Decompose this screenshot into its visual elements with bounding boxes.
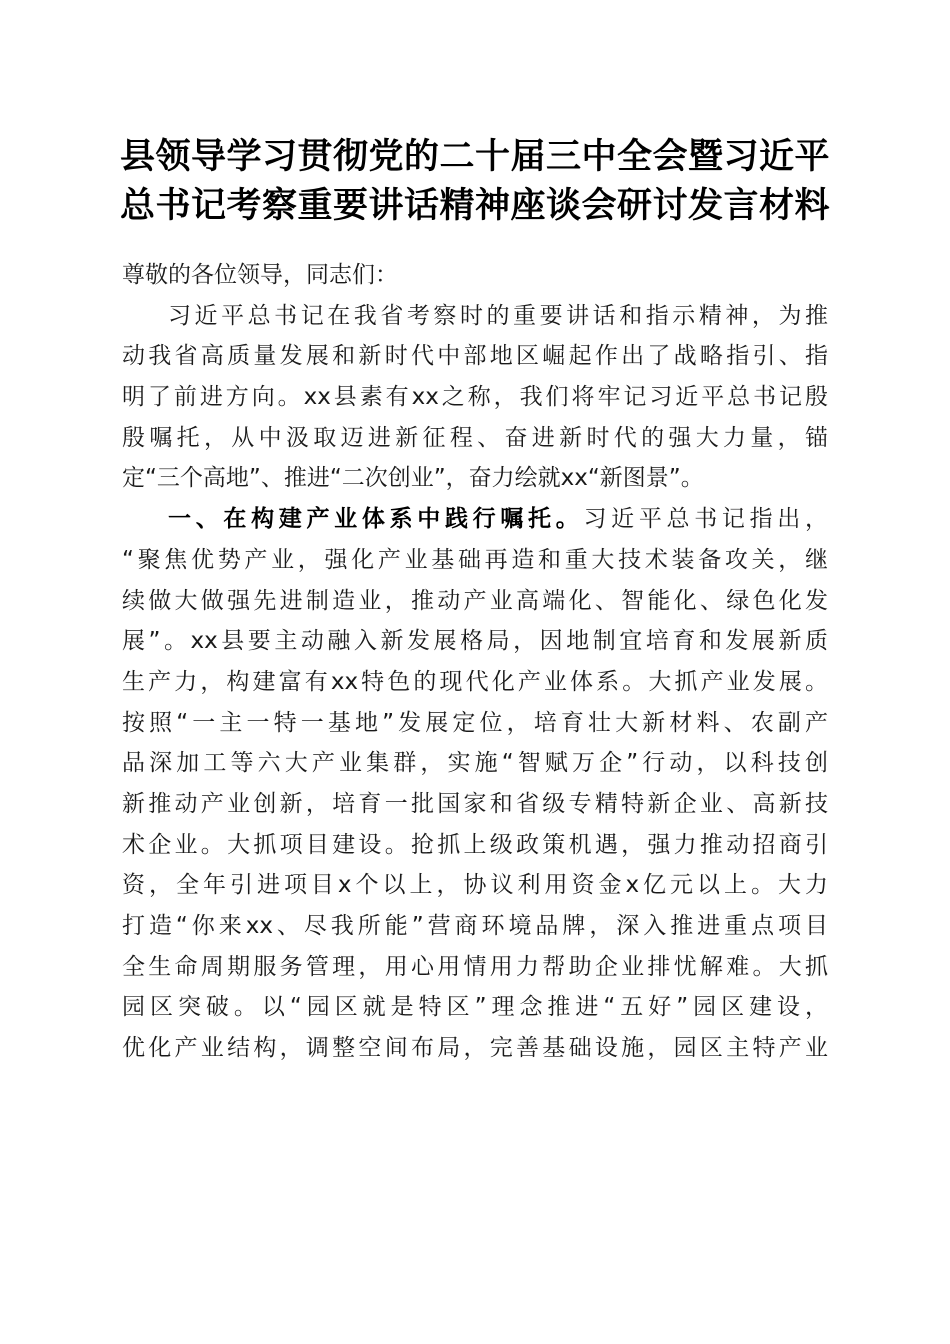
section-1-line: 优化产业结构，调整空间布局，完善基础设施，园区主特产业 [122, 1035, 828, 1062]
section-1-line: 展”。xx县要主动融入新发展格局，因地制宜培育和发展新质 [122, 628, 828, 655]
document-title [100, 132, 850, 230]
section-1-line: 术企业。大抓项目建设。抢抓上级政策机遇，强力推动招商引 [122, 831, 828, 858]
section-1-line: 新推动产业创新，培育一批国家和省级专精特新企业、高新技 [122, 790, 828, 817]
section-1-first-line-rest: 习近平总书记指出， [583, 506, 829, 533]
section-1-line: 按照“一主一特一基地”发展定位，培育壮大新材料、农副产 [122, 709, 828, 736]
section-1-heading: 一、在构建产业体系中践行嘱托。 [168, 506, 584, 533]
intro-line: 明了前进方向。xx县素有xx之称，我们将牢记习近平总书记殷 [122, 384, 828, 411]
section-1-line: 生产力，构建富有xx特色的现代化产业体系。大抓产业发展。 [122, 668, 828, 695]
document-body [122, 255, 828, 1069]
section-1-line: 全生命周期服务管理，用心用情用力帮助企业排忧解难。大抓 [122, 953, 828, 980]
intro-line: 定“三个高地”、推进“二次创业”，奋力绘就xx“新图景”。 [122, 465, 704, 492]
section-1-line: 续做大做强先进制造业，推动产业高端化、智能化、绿色化发 [122, 587, 828, 614]
salutation: 尊敬的各位领导，同志们： [122, 262, 398, 288]
section-1-line: “聚焦优势产业，强化产业基础再造和重大技术装备攻关，继 [122, 546, 828, 573]
section-1-line: 品深加工等六大产业集群，实施“智赋万企”行动，以科技创 [122, 750, 828, 777]
section-1-line: 资，全年引进项目x个以上，协议利用资金x亿元以上。大力 [122, 872, 828, 899]
section-1-first-line [122, 499, 828, 540]
title-line-2: 总书记考察重要讲话精神座谈会研讨发言材料 [119, 185, 830, 226]
section-1-line: 园区突破。以“园区就是特区”理念推进“五好”园区建设， [122, 994, 828, 1021]
section-1-line: 打造“你来xx、尽我所能”营商环境品牌，深入推进重点项目 [122, 913, 828, 939]
intro-line: 习近平总书记在我省考察时的重要讲话和指示精神，为推 [168, 302, 828, 329]
intro-line: 殷嘱托，从中汲取迈进新征程、奋进新时代的强大力量，锚 [122, 424, 828, 451]
intro-line: 动我省高质量发展和新时代中部地区崛起作出了战略指引、指 [122, 343, 828, 370]
title-line-1: 县领导学习贯彻党的二十届三中全会暨习近平 [119, 136, 830, 177]
